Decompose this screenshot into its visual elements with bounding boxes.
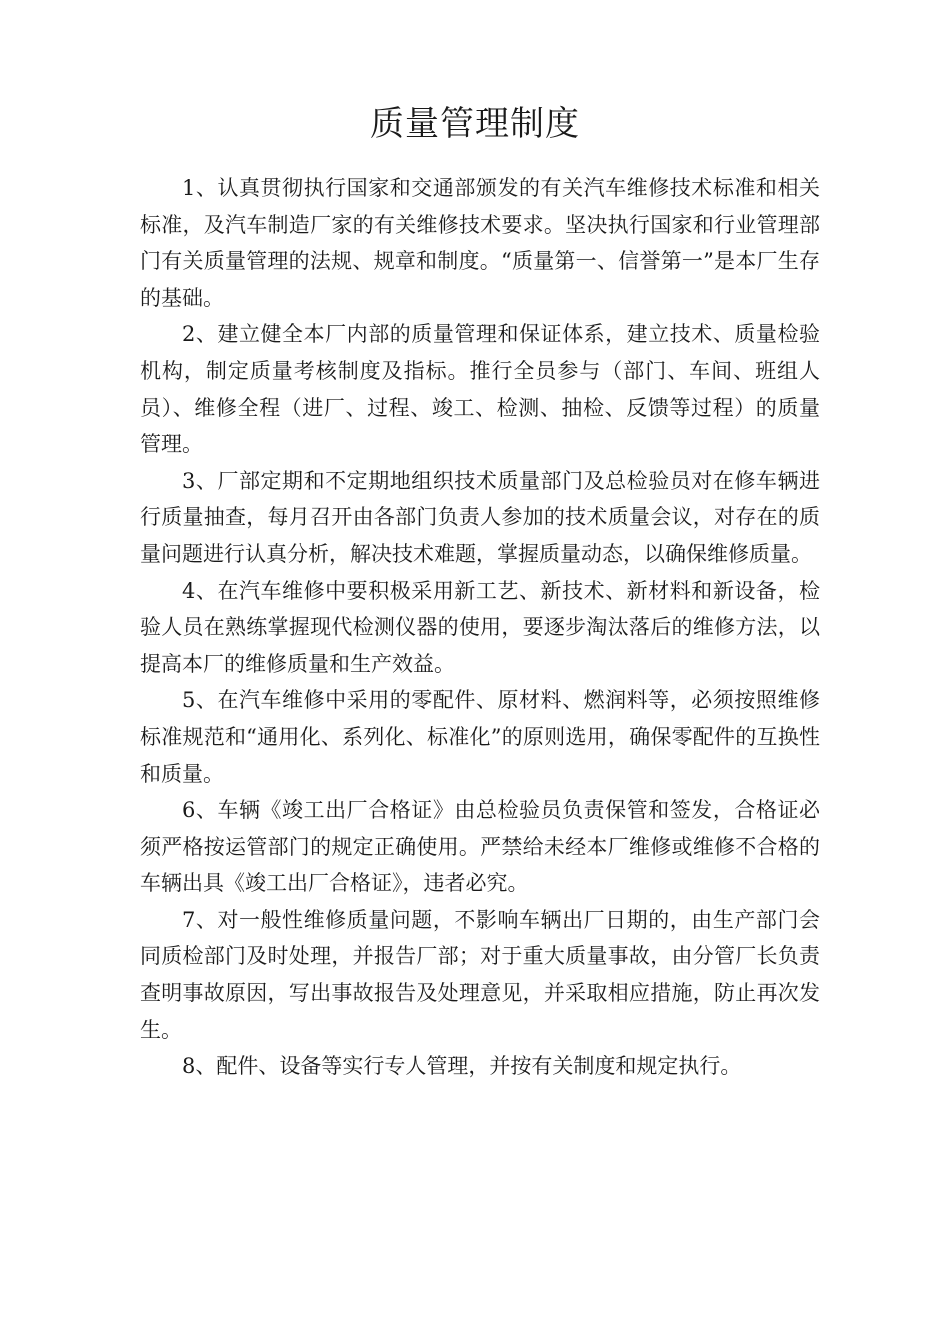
paragraph-1: 1、认真贯彻执行国家和交通部颁发的有关汽车维修技术标准和相关标准，及汽车制造厂家的有关维修技术要求。坚决执行国家和行业管理部门有关质量管理的法规、规章和制度。“质量第一、信誉第一”是本厂生存的基础。 bbox=[140, 176, 820, 310]
paragraph-3: 3、厂部定期和不定期地组织技术质量部门及总检验员对在修车辆进行质量抽查，每月召开由各部门负责人参加的技术质量会议，对存在的质量问题进行认真分析，解决技术难题，掌握质量动态，以确保维修质量。 bbox=[140, 468, 820, 566]
paragraph-2: 2、建立健全本厂内部的质量管理和保证体系，建立技术、质量检验机构，制定质量考核制度及指标。推行全员参与（部门、车间、班组人员）、维修全程（进厂、过程、竣工、检测、抽检、反馈等过程）的质量管理。 bbox=[140, 322, 820, 457]
paragraph-5: 5、在汽车维修中采用的零配件、原材料、燃润料等，必须按照维修标准规范和“通用化、系列化、标准化”的原则选用，确保零配件的互换性和质量。 bbox=[140, 688, 820, 786]
paragraph-4: 4、在汽车维修中要积极采用新工艺、新技术、新材料和新设备，检验人员在熟练掌握现代检测仪器的使用，要逐步淘汰落后的维修方法，以提高本厂的维修质量和生产效益。 bbox=[140, 578, 820, 676]
paragraph-8: 8、配件、设备等实行专人管理，并按有关制度和规定执行。 bbox=[182, 1054, 742, 1079]
document-title: 质量管理制度 bbox=[370, 104, 580, 144]
document-body bbox=[140, 170, 820, 1085]
paragraph-7: 7、对一般性维修质量问题，不影响车辆出厂日期的，由生产部门会同质检部门及时处理，并报告厂部；对于重大质量事故，由分管厂长负责查明事故原因，写出事故报告及处理意见，并采取相应措施，防止再次发生。 bbox=[140, 907, 820, 1042]
paragraph-6: 6、车辆《竣工出厂合格证》由总检验员负责保管和签发，合格证必须严格按运管部门的规定正确使用。严禁给未经本厂维修或维修不合格的车辆出具《竣工出厂合格证》，违者必究。 bbox=[140, 798, 820, 896]
